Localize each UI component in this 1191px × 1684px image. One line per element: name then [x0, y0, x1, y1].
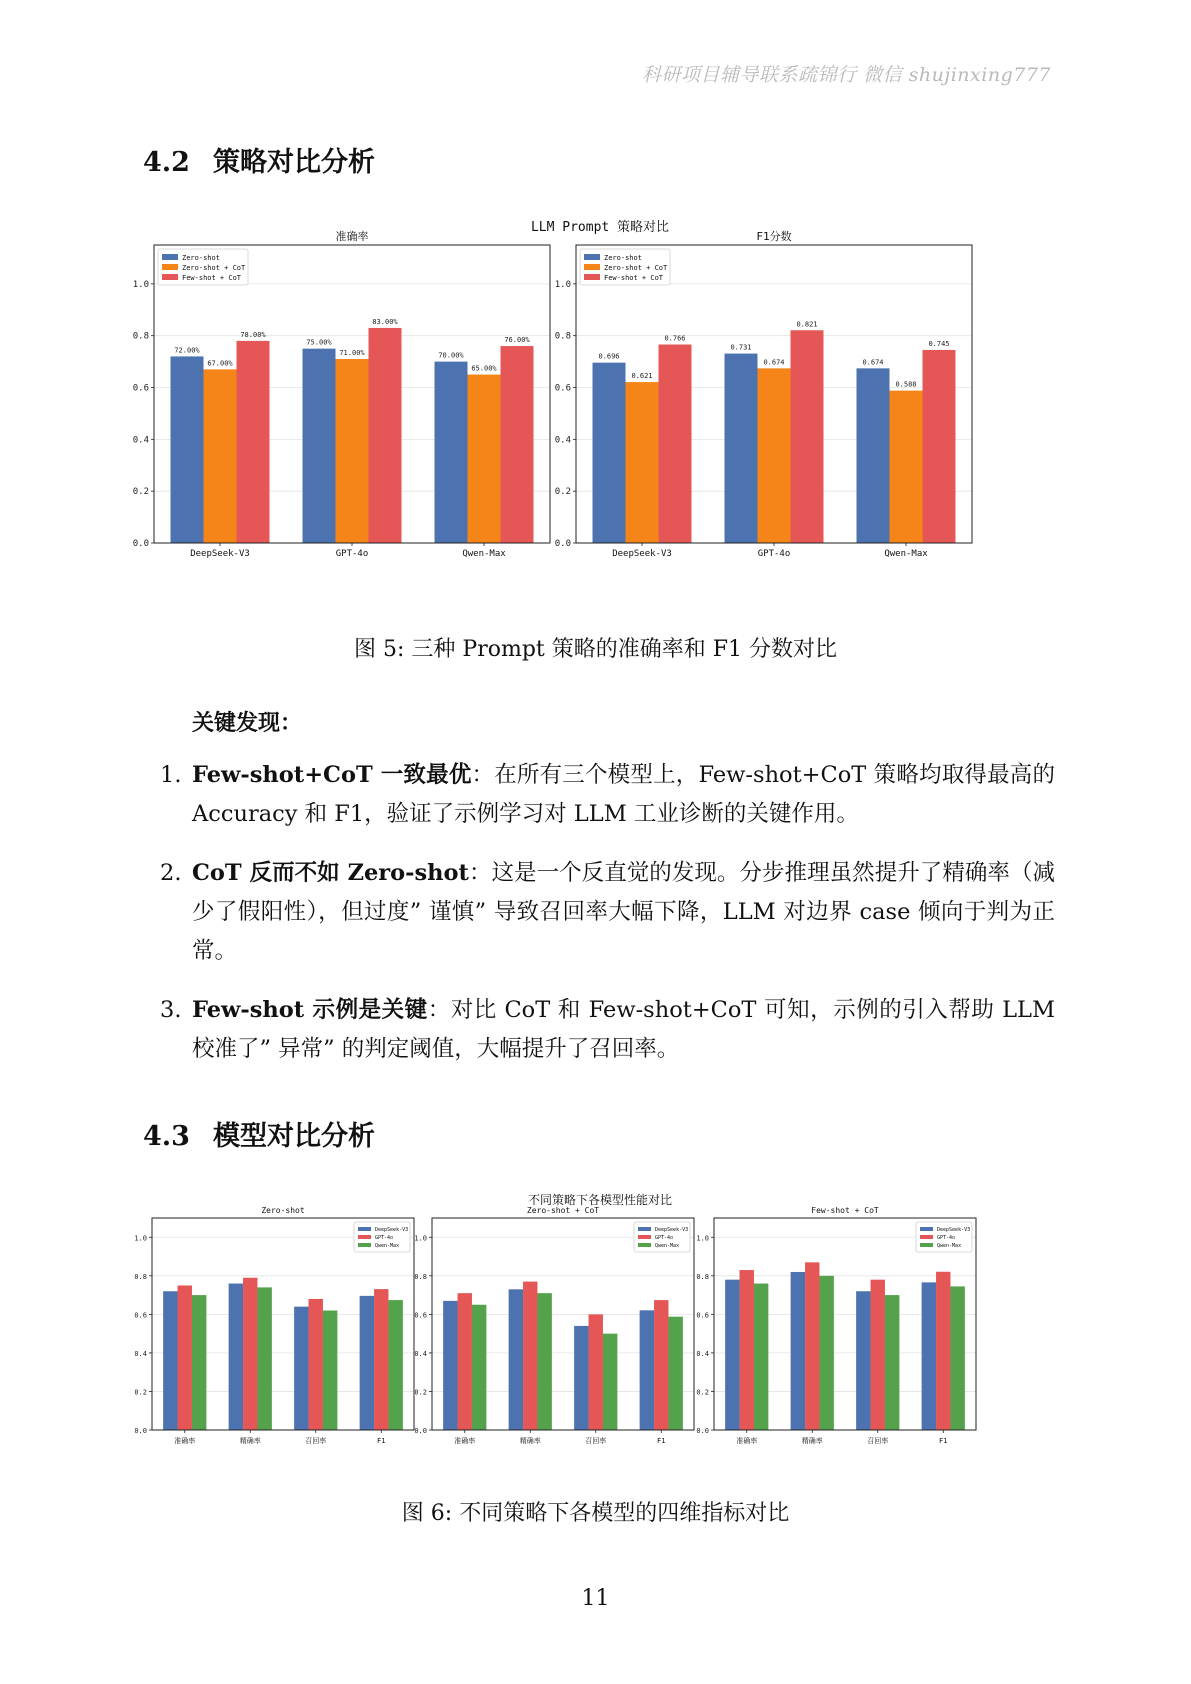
bar: [885, 1295, 899, 1430]
chart-accuracy: [133, 229, 550, 559]
bar: [163, 1291, 177, 1430]
finding-text: ：在所有三个模型上，Few-shot+CoT 策略均取得最高的 Accuracy 和 F1，验证了示例学习对 LLM 工业诊断的关键作用。: [192, 762, 1055, 827]
legend-label: Zero-shot: [182, 254, 220, 262]
chart-title: Few-shot + CoT: [811, 1206, 879, 1215]
findings-list: [150, 756, 1055, 1089]
data-label: 0.674: [862, 358, 884, 367]
bar: [791, 330, 824, 543]
bar: [668, 1317, 682, 1430]
y-tick-label: 0.6: [132, 383, 149, 394]
y-tick-label: 0.2: [134, 1388, 147, 1397]
y-tick-label: 0.2: [696, 1388, 709, 1397]
legend-swatch: [920, 1235, 933, 1239]
data-label: 72.00%: [174, 346, 200, 355]
bar: [626, 382, 659, 543]
legend-swatch: [920, 1243, 933, 1247]
legend-swatch: [162, 264, 178, 270]
section-title: 模型对比分析: [213, 1121, 375, 1152]
y-tick-label: 0.6: [696, 1311, 709, 1320]
data-label: 75.00%: [306, 338, 332, 347]
chart-zero-shot: [134, 1206, 414, 1445]
y-tick-label: 0.4: [414, 1349, 427, 1358]
bar: [603, 1334, 617, 1430]
data-label: 0.731: [730, 343, 752, 352]
legend-label: Qwen-Max: [375, 1243, 400, 1249]
y-tick-label: 0.6: [554, 383, 571, 394]
legend-label: Few-shot + CoT: [182, 274, 242, 282]
finding-item: [150, 756, 1055, 834]
legend-label: Zero-shot: [604, 254, 642, 262]
finding-text: ：对比 CoT 和 Few-shot+CoT 可知，示例的引入帮助 LLM 校准了” 异常” 的判定阈值，大幅提升了召回率。: [192, 997, 1055, 1062]
bar: [468, 375, 501, 543]
bar: [922, 1282, 936, 1430]
y-tick-label: 0.4: [554, 435, 571, 446]
bar: [323, 1311, 337, 1430]
bar: [178, 1285, 192, 1430]
x-tick-label: F1: [939, 1437, 948, 1445]
bar: [725, 1280, 739, 1430]
x-tick-label: 准确率: [736, 1437, 758, 1445]
bar: [294, 1307, 308, 1430]
y-tick-label: 0.0: [134, 1427, 147, 1435]
bar: [435, 362, 468, 543]
legend-label: DeepSeek-V3: [937, 1227, 971, 1233]
suptitle: LLM Prompt 策略对比: [530, 220, 670, 235]
section-heading-4-2: [143, 140, 375, 179]
y-tick-label: 0.6: [414, 1311, 427, 1320]
x-tick-label: 召回率: [585, 1437, 607, 1445]
chart-few-shot-cot: [696, 1206, 976, 1445]
data-label: 0.621: [631, 372, 653, 381]
y-tick-label: 1.0: [134, 1234, 147, 1243]
bar: [754, 1284, 768, 1430]
x-tick-label: Qwen-Max: [884, 549, 928, 559]
y-tick-label: 0.2: [554, 487, 571, 498]
bar: [857, 368, 890, 543]
chart-zero-shot-cot: [414, 1206, 694, 1445]
data-label: 83.00%: [372, 317, 398, 326]
data-label: 0.821: [796, 320, 818, 329]
x-tick-label: 准确率: [454, 1437, 476, 1445]
bar: [204, 369, 237, 543]
legend-swatch: [584, 264, 600, 270]
y-tick-label: 0.8: [414, 1272, 427, 1281]
finding-item: [150, 991, 1055, 1069]
data-label: 0.588: [895, 380, 917, 389]
chart-title: 准确率: [335, 230, 369, 243]
bar: [740, 1270, 754, 1430]
section-number: 4.2: [143, 147, 190, 178]
y-tick-label: 1.0: [414, 1234, 427, 1243]
bar: [171, 356, 204, 543]
chart-title: F1分数: [756, 230, 792, 243]
x-tick-label: 精确率: [801, 1437, 823, 1445]
data-label: 0.674: [763, 358, 785, 367]
bar: [472, 1305, 486, 1430]
x-tick-label: 召回率: [867, 1437, 889, 1445]
legend-label: DeepSeek-V3: [655, 1227, 689, 1233]
page-number: 11: [581, 1586, 610, 1611]
bar: [574, 1326, 588, 1430]
legend-label: Few-shot + CoT: [604, 274, 664, 282]
bar: [458, 1293, 472, 1430]
y-tick-label: 1.0: [132, 279, 149, 290]
figure-6-caption: 图 6: 不同策略下各模型的四维指标对比: [401, 1501, 790, 1526]
legend-swatch: [584, 254, 600, 260]
bar: [237, 341, 270, 543]
y-tick-label: 0.6: [134, 1311, 147, 1320]
data-label: 78.00%: [240, 330, 266, 339]
legend-label: GPT-4o: [375, 1235, 394, 1241]
section-heading-4-3: [143, 1114, 375, 1153]
legend-label: Qwen-Max: [655, 1243, 680, 1249]
legend-label: GPT-4o: [937, 1235, 956, 1241]
legend-swatch: [358, 1235, 371, 1239]
bar: [443, 1301, 457, 1430]
legend-label: GPT-4o: [655, 1235, 674, 1241]
bar: [523, 1282, 537, 1430]
bar: [257, 1287, 271, 1430]
y-tick-label: 1.0: [696, 1234, 709, 1243]
bar: [856, 1291, 870, 1430]
section-title: 策略对比分析: [213, 147, 375, 178]
bar: [501, 346, 534, 543]
bar: [229, 1284, 243, 1430]
bar: [923, 350, 956, 543]
key-findings-label: 关键发现：: [192, 710, 303, 736]
legend-swatch: [638, 1243, 651, 1247]
legend-swatch: [162, 254, 178, 260]
y-tick-label: 1.0: [554, 279, 571, 290]
legend-swatch: [584, 274, 600, 280]
x-tick-label: F1: [657, 1437, 666, 1445]
x-tick-label: 召回率: [305, 1437, 327, 1445]
bar: [791, 1272, 805, 1430]
bar: [369, 328, 402, 543]
legend-label: DeepSeek-V3: [375, 1227, 409, 1233]
bar: [725, 354, 758, 543]
y-tick-label: 0.2: [414, 1388, 427, 1397]
figure-5: [132, 212, 1060, 612]
section-number: 4.3: [143, 1121, 190, 1152]
x-tick-label: 精确率: [239, 1437, 261, 1445]
legend-swatch: [920, 1227, 933, 1231]
finding-number: 1.: [160, 762, 182, 788]
bar: [374, 1289, 388, 1430]
x-tick-label: Qwen-Max: [462, 549, 506, 559]
finding-number: 2.: [160, 860, 182, 886]
bar: [890, 391, 923, 543]
figure-5-caption: 图 5: 三种 Prompt 策略的准确率和 F1 分数对比: [354, 637, 837, 662]
x-tick-label: 准确率: [174, 1437, 196, 1445]
data-label: 0.766: [664, 334, 686, 343]
x-tick-label: F1: [377, 1437, 386, 1445]
x-tick-label: GPT-4o: [757, 549, 791, 559]
bar: [805, 1262, 819, 1430]
bar: [950, 1286, 964, 1430]
bar: [537, 1293, 551, 1430]
bar: [593, 363, 626, 543]
x-tick-label: 精确率: [519, 1437, 541, 1445]
bar: [640, 1310, 654, 1430]
chart-title: Zero-shot: [261, 1206, 305, 1215]
data-label: 67.00%: [207, 359, 233, 368]
bar: [309, 1299, 323, 1430]
data-label: 76.00%: [504, 336, 530, 345]
legend-swatch: [638, 1227, 651, 1231]
finding-number: 3.: [160, 997, 182, 1023]
bar: [509, 1289, 523, 1430]
y-tick-label: 0.0: [696, 1427, 709, 1435]
bar: [936, 1272, 950, 1430]
x-tick-label: DeepSeek-V3: [190, 549, 250, 559]
y-tick-label: 0.8: [134, 1272, 147, 1281]
bar: [758, 368, 791, 543]
legend-label: Zero-shot + CoT: [182, 264, 246, 272]
legend-swatch: [638, 1235, 651, 1239]
data-label: 70.00%: [438, 351, 464, 360]
legend-swatch: [358, 1227, 371, 1231]
data-label: 71.00%: [339, 349, 365, 358]
legend-swatch: [162, 274, 178, 280]
y-tick-label: 0.8: [132, 331, 149, 342]
y-tick-label: 0.0: [132, 539, 149, 549]
bar: [388, 1300, 402, 1430]
bar: [243, 1278, 257, 1430]
chart-title: Zero-shot + CoT: [526, 1206, 600, 1215]
y-tick-label: 0.8: [554, 331, 571, 342]
finding-item: [150, 854, 1055, 971]
data-label: 0.745: [928, 339, 950, 348]
y-tick-label: 0.4: [132, 435, 149, 446]
data-label: 0.696: [598, 352, 620, 361]
legend-label: Qwen-Max: [937, 1243, 962, 1249]
finding-text: ：这是一个反直觉的发现。分步推理虽然提升了精确率（减少了假阳性），但过度” 谨慎” 导致召回率大幅下降，LLM 对边界 case 倾向于判为正常。: [192, 860, 1055, 964]
bar: [871, 1280, 885, 1430]
x-tick-label: DeepSeek-V3: [612, 549, 672, 559]
legend-label: Zero-shot + CoT: [604, 264, 668, 272]
y-tick-label: 0.2: [132, 487, 149, 498]
bar: [654, 1300, 668, 1430]
y-tick-label: 0.0: [414, 1427, 427, 1435]
figure-6: [134, 1190, 1060, 1470]
bar: [819, 1276, 833, 1430]
finding-title: Few-shot 示例是关键: [192, 997, 428, 1023]
bar: [336, 359, 369, 543]
bar: [659, 345, 692, 543]
y-tick-label: 0.4: [696, 1349, 709, 1358]
finding-title: Few-shot+CoT 一致最优: [192, 762, 472, 788]
suptitle: 不同策略下各模型性能对比: [527, 1193, 673, 1207]
watermark: 科研项目辅导联系疏锦行 微信 shujinxing777: [642, 64, 1051, 86]
y-tick-label: 0.8: [696, 1272, 709, 1281]
x-tick-label: GPT-4o: [335, 549, 369, 559]
data-label: 65.00%: [471, 364, 497, 373]
y-tick-label: 0.4: [134, 1349, 147, 1358]
bar: [303, 349, 336, 543]
finding-title: CoT 反而不如 Zero-shot: [192, 860, 469, 886]
chart-f1: [555, 229, 972, 559]
bar: [360, 1296, 374, 1430]
bar: [589, 1314, 603, 1430]
bar: [192, 1295, 206, 1430]
legend-swatch: [358, 1243, 371, 1247]
y-tick-label: 0.0: [554, 539, 571, 549]
